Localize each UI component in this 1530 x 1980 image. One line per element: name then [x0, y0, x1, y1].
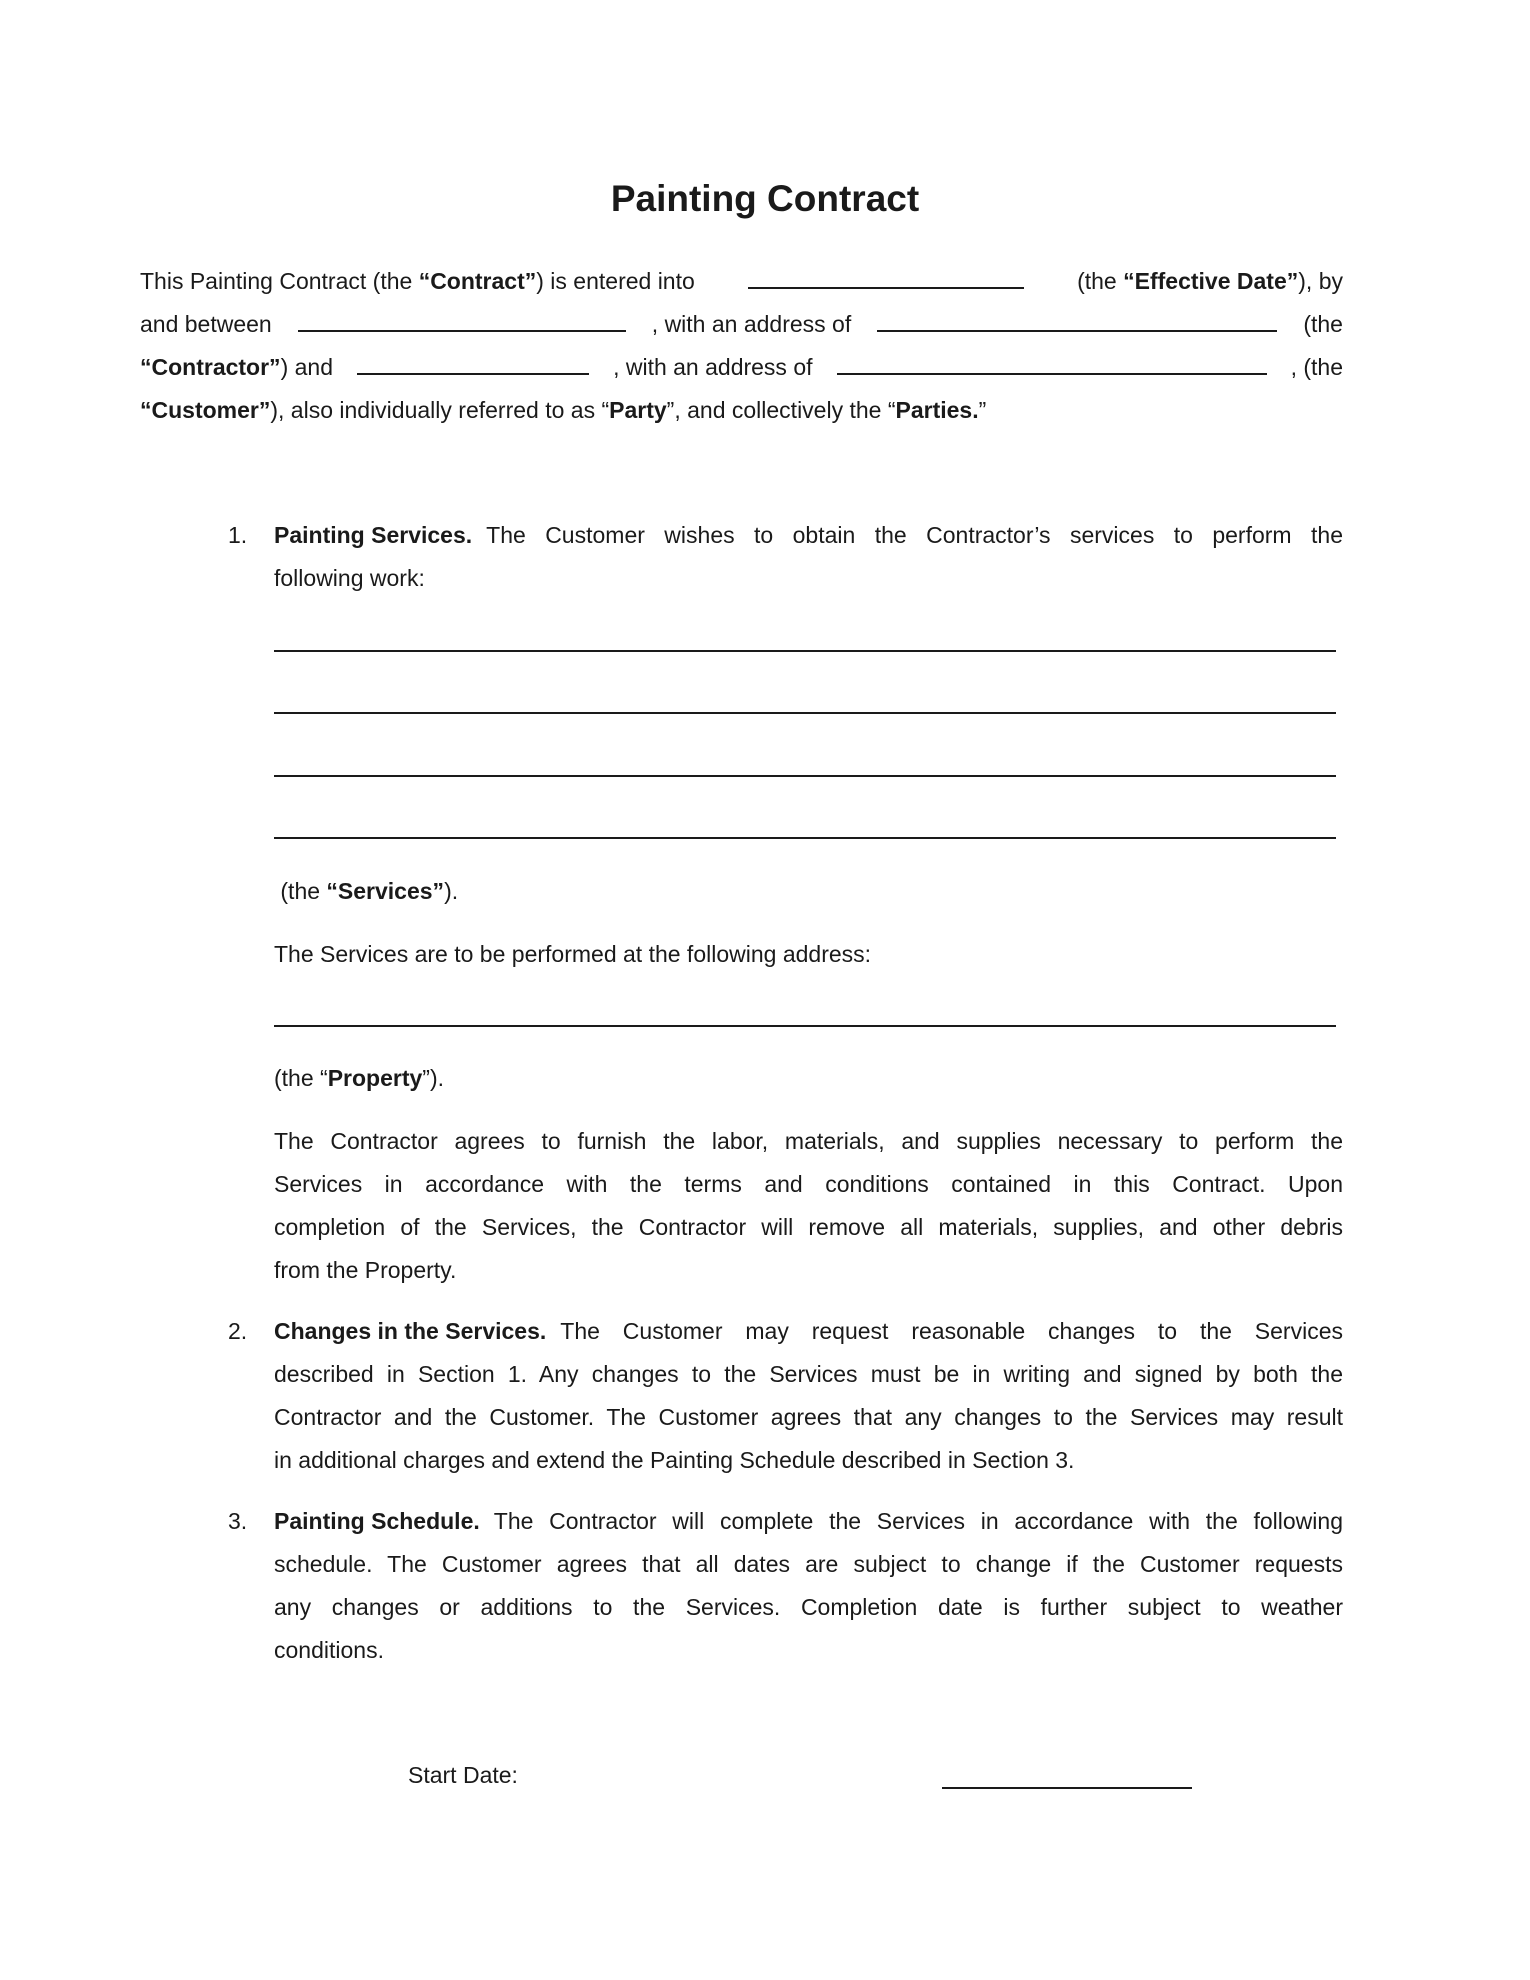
services-definition: (the “Services”). [274, 878, 459, 904]
work-description-line-3[interactable] [274, 775, 1336, 777]
section-text: The Customer may request reasonable changes to the Services [560, 1318, 1343, 1344]
section-3-heading: Painting Schedule. [274, 1508, 480, 1534]
section-line [274, 514, 1343, 557]
intro-line [140, 346, 1343, 389]
section-2-paragraph [274, 1310, 1343, 1482]
work-description-line-4[interactable] [274, 837, 1336, 839]
section-2-number: 2. [228, 1318, 248, 1344]
intro-text: , with an address of [651, 311, 852, 337]
property-definition: (the “Property”). [274, 1065, 444, 1091]
section-text: conditions. [274, 1637, 384, 1663]
contractor-obligations-paragraph [274, 1120, 1343, 1292]
section-text: in additional charges and extend the Painting Schedule described in Section 3. [274, 1447, 1075, 1473]
intro-text: (the [1303, 311, 1343, 337]
intro-text: , with an address of [613, 354, 813, 380]
contractor-name-blank[interactable] [298, 308, 626, 332]
intro-line [140, 260, 1343, 303]
intro-text: ”, and collectively the “ [666, 397, 896, 423]
customer-name-blank[interactable] [357, 351, 589, 375]
section-text: any changes or additions to the Services. Completion date is further subject to weather [274, 1594, 1343, 1620]
section-text: schedule. The Customer agrees that all dates are subject to change if the Customer requests [274, 1551, 1343, 1577]
section-text: from the Property. [274, 1257, 457, 1283]
section-1-heading: Painting Services. [274, 522, 473, 548]
section-text: Contractor and the Customer. The Customer agrees that any changes to the Services may result [274, 1404, 1343, 1430]
section-text: completion of the Services, the Contractor will remove all materials, supplies, and other debris [274, 1214, 1343, 1240]
customer-address-blank[interactable] [837, 351, 1267, 375]
section-1-paragraph [274, 514, 1343, 600]
intro-text: (the [1077, 268, 1124, 294]
work-description-line-1[interactable] [274, 650, 1336, 652]
section-text: The Customer wishes to obtain the Contractor’s services to perform the [486, 522, 1343, 548]
start-date-label: Start Date: [408, 1762, 518, 1788]
section-text: following work: [274, 565, 425, 591]
intro-line [140, 389, 1343, 432]
intro-text: ), also individually referred to as “ [270, 397, 610, 423]
address-instruction: The Services are to be performed at the following address: [274, 941, 872, 967]
intro-text: ) is entered into [536, 268, 695, 294]
section-3-paragraph [274, 1500, 1343, 1672]
section-text: described in Section 1. Any changes to the Services must be in writing and signed by both the [274, 1361, 1343, 1387]
section-text: Services in accordance with the terms and conditions contained in this Contract. Upon [274, 1171, 1343, 1197]
document-title: Painting Contract [610, 178, 920, 219]
intro-text: , (the [1290, 354, 1343, 380]
contract-term: “Contract” [418, 268, 537, 294]
intro-paragraph [140, 260, 1343, 432]
intro-text: This Painting Contract (the [140, 268, 419, 294]
work-description-line-2[interactable] [274, 712, 1336, 714]
contractor-address-blank[interactable] [877, 308, 1277, 332]
party-term: Party [609, 397, 667, 423]
customer-term: “Customer” [140, 397, 271, 423]
intro-text: ), by [1298, 268, 1343, 294]
section-text: The Contractor agrees to furnish the labor, materials, and supplies necessary to perform the [274, 1128, 1343, 1154]
start-date-blank[interactable] [942, 1787, 1192, 1789]
section-line [274, 557, 1343, 600]
contractor-term: “Contractor” [140, 354, 281, 380]
intro-text: ” [978, 397, 987, 423]
intro-text: ) and [280, 354, 333, 380]
section-text: The Contractor will complete the Services in accordance with the following [493, 1508, 1343, 1534]
section-1-number: 1. [228, 522, 248, 548]
parties-term: Parties. [895, 397, 979, 423]
section-2-heading: Changes in the Services. [274, 1318, 547, 1344]
property-address-line[interactable] [274, 1025, 1336, 1027]
intro-text: and between [140, 311, 272, 337]
section-3-number: 3. [228, 1508, 248, 1534]
effective-date-blank[interactable] [748, 265, 1024, 289]
effective-date-term: “Effective Date” [1123, 268, 1299, 294]
intro-line [140, 303, 1343, 346]
